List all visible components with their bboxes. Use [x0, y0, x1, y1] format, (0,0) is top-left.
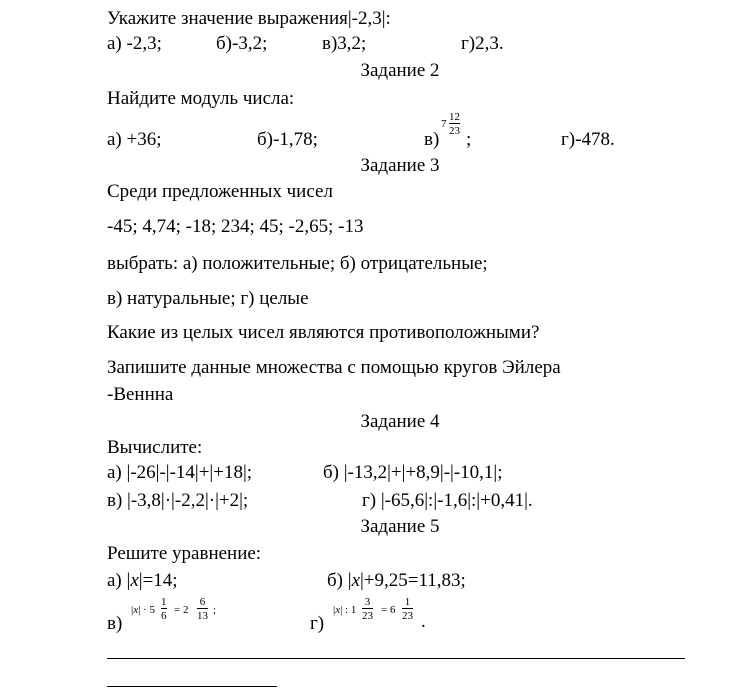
task5-g-num1: 3: [364, 596, 371, 608]
task5-g-fraction-2: [402, 596, 413, 622]
task3-line1: Среди предложенных чисел: [107, 181, 333, 202]
task5-header: Задание 5: [360, 516, 440, 537]
task4-header: Задание 4: [360, 411, 440, 432]
task1-question: Укажите значение выражения|-2,3|:: [107, 8, 391, 29]
task4-item-a: а) |-26|-|-14|+|+18|;: [107, 462, 253, 483]
task4-item-v: в) |-3,8|·|-2,2|·|+2|;: [107, 490, 249, 511]
task4-prompt: Вычислите:: [107, 437, 203, 458]
task2-option-g: г)-478.: [561, 129, 615, 150]
task2-option-b: б)-1,78;: [257, 129, 318, 150]
task5-prompt: Решите уравнение:: [107, 543, 262, 564]
task5-v-num2: 6: [199, 596, 206, 608]
task3-numbers: -45; 4,74; -18; 234; 45; -2,65; -13: [107, 216, 364, 237]
task3-line6: Запишите данные множества с помощью кругов Эйлера: [107, 357, 561, 378]
task5-v-equals: = 2: [174, 604, 189, 616]
task5-b-post: |+9,25=11,83;: [360, 570, 466, 591]
task5-g-expr-left: [333, 604, 356, 616]
task5-g-end: .: [421, 611, 426, 632]
task5-b-var: x: [351, 570, 360, 591]
task3-header: Задание 3: [360, 155, 440, 176]
task5-g-den1: 23: [362, 610, 373, 622]
task1-option-b: б)-3,2;: [216, 33, 268, 54]
task5-v-abs-open: |: [131, 604, 134, 616]
task5-g-num2: 1: [404, 596, 411, 608]
task5-g-abs-open: |: [333, 604, 336, 616]
task1-option-a: а) -2,3;: [107, 33, 162, 54]
task5-v-abs-close: | · 5: [138, 604, 155, 616]
task3-line7: -Веннна: [107, 384, 174, 405]
task4-item-g: г) |-65,6|:|-1,6|:|+0,41|.: [362, 490, 533, 511]
task1-option-g: г)2,3.: [461, 33, 504, 54]
task5-v-var: x: [133, 604, 139, 616]
task2-option-v-numerator: 12: [449, 111, 460, 123]
task5-b-pre: б) |: [327, 570, 352, 591]
task5-v-fraction-2: [197, 596, 208, 622]
task2-question: Найдите модуль числа:: [107, 88, 295, 109]
task1-option-v: в)3,2;: [322, 33, 367, 54]
task5-v-fraction-1: [161, 596, 167, 622]
answer-line-2: [107, 686, 277, 687]
task2-option-a: а) +36;: [107, 129, 162, 150]
task5-g-var: x: [335, 604, 341, 616]
task5-g-equals: = 6: [381, 604, 396, 616]
task3-line4: в) натуральные; г) целые: [107, 288, 309, 309]
task2-option-v-denominator: 23: [449, 125, 460, 137]
task5-v-den2: 13: [197, 610, 208, 622]
task5-a-pre: а) |: [107, 570, 131, 591]
task4-item-b: б) |-13,2|+|+8,9|-|-10,1|;: [323, 462, 503, 483]
task5-item-b: [327, 570, 466, 592]
answer-line-1: [107, 658, 685, 659]
task3-line5: Какие из целых чисел являются противоположными?: [107, 322, 540, 343]
task5-item-a: [107, 570, 178, 592]
task5-v-den1: 6: [161, 610, 167, 622]
task2-option-v-fraction: [449, 111, 460, 137]
task2-option-v-end: ;: [466, 129, 472, 150]
task5-a-post: |=14;: [138, 570, 178, 591]
task5-v-label: в): [107, 613, 123, 634]
task5-v-end: ;: [213, 604, 217, 616]
task2-option-v-label: в): [424, 129, 440, 150]
task2-option-v-whole: 7: [441, 118, 447, 130]
task5-v-expr-left: [131, 604, 155, 616]
task5-g-fraction-1: [362, 596, 373, 622]
task5-a-var: x: [130, 570, 139, 591]
task2-header: Задание 2: [360, 60, 440, 81]
task5-g-label: г): [310, 613, 325, 634]
task5-g-den2: 23: [402, 610, 413, 622]
task5-g-abs-close: | : 1: [340, 604, 357, 616]
task5-v-num1: 1: [161, 596, 167, 608]
task3-line3: выбрать: а) положительные; б) отрицательные;: [107, 253, 488, 274]
